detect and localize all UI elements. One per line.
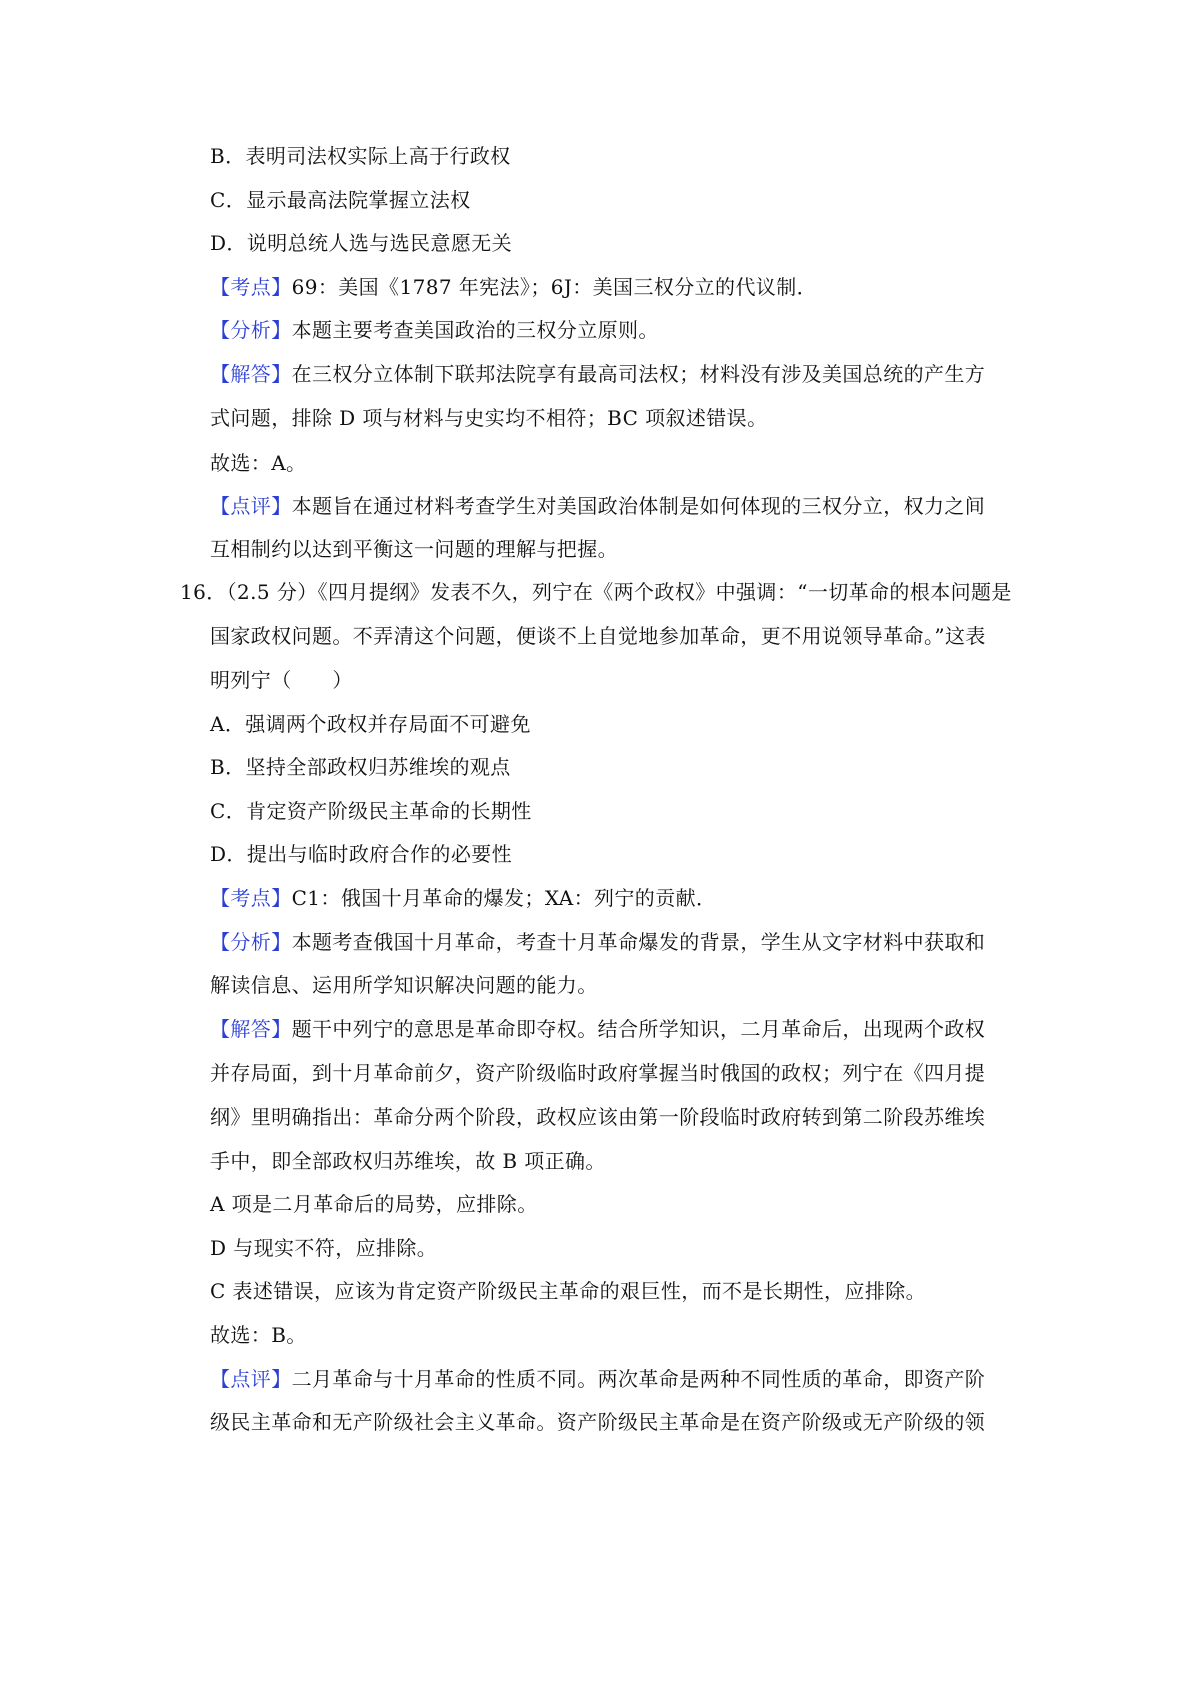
q15-jieda-line-2: 式问题，排除 D 项与材料与史实均不相符；BC 项叙述错误。 (210, 406, 768, 430)
q16-note-a: A 项是二月革命后的局势，应排除。 (210, 1192, 538, 1216)
fenxi-text: 本题考查俄国十月革命，考查十月革命爆发的背景，学生从文字材料中获取和 (291, 930, 986, 954)
q16-stem-line-1: 16．（2.5 分）《四月提纲》发表不久，列宁在《两个政权》中强调：“一切革命的根本问题是 (180, 580, 1012, 604)
q16-note-d: D 与现实不符，应排除。 (210, 1236, 438, 1260)
q15-answer: 故选：A。 (210, 451, 307, 475)
q15-dianping-line-1 (210, 492, 985, 520)
kaodian-text: 69：美国《1787 年宪法》；6J：美国三权分立的代议制． (291, 275, 818, 299)
q15-option-c: C．显示最高法院掌握立法权 (210, 188, 471, 212)
q16-stem-line-2: 国家政权问题。不弄清这个问题，便谈不上自觉地参加革命，更不用说领导革命。”这表 (210, 624, 986, 648)
q16-option-c: C．肯定资产阶级民主革命的长期性 (210, 799, 532, 823)
q15-fenxi (210, 316, 659, 344)
dianping-text: 二月革命与十月革命的性质不同。两次革命是两种不同性质的革命，即资产阶 (291, 1367, 986, 1391)
kaodian-text: C1：俄国十月革命的爆发；XA：列宁的贡献． (291, 886, 717, 910)
q16-kaodian (210, 884, 716, 912)
kaodian-tag: 【考点】 (210, 886, 292, 910)
q16-option-d: D．提出与临时政府合作的必要性 (210, 842, 513, 866)
q15-option-d: D．说明总统人选与选民意愿无关 (210, 231, 513, 255)
q16-jieda-line-4: 手中，即全部政权归苏维埃，故 B 项正确。 (210, 1149, 606, 1173)
jieda-tag: 【解答】 (210, 362, 292, 386)
q16-dianping-line-1 (210, 1365, 985, 1393)
jieda-text: 题干中列宁的意思是革命即夺权。结合所学知识，二月革命后，出现两个政权 (291, 1017, 986, 1041)
fenxi-tag: 【分析】 (210, 930, 292, 954)
q16-fenxi-line-2: 解读信息、运用所学知识解决问题的能力。 (210, 973, 598, 997)
q16-jieda-line-2: 并存局面，到十月革命前夕，资产阶级临时政府掌握当时俄国的政权；列宁在《四月提 (210, 1061, 986, 1085)
jieda-tag: 【解答】 (210, 1017, 292, 1041)
q16-answer: 故选：B。 (210, 1323, 307, 1347)
q15-option-b: B．表明司法权实际上高于行政权 (210, 144, 511, 168)
q15-dianping-line-2: 互相制约以达到平衡这一问题的理解与把握。 (210, 537, 618, 561)
q16-dianping-line-2: 级民主革命和无产阶级社会主义革命。资产阶级民主革命是在资产阶级或无产阶级的领 (210, 1410, 986, 1434)
q15-jieda-line-1 (210, 360, 985, 388)
q16-stem-line-3: 明列宁（ ） (210, 668, 353, 692)
jieda-text: 在三权分立体制下联邦法院享有最高司法权；材料没有涉及美国总统的产生方 (291, 362, 986, 386)
q16-jieda-line-1 (210, 1015, 985, 1043)
fenxi-tag: 【分析】 (210, 318, 292, 342)
q15-kaodian (210, 273, 817, 301)
kaodian-tag: 【考点】 (210, 275, 292, 299)
q16-jieda-line-3: 纲》里明确指出：革命分两个阶段，政权应该由第一阶段临时政府转到第二阶段苏维埃 (210, 1105, 986, 1129)
q16-note-c: C 表述错误，应该为肯定资产阶级民主革命的艰巨性，而不是长期性，应排除。 (210, 1279, 927, 1303)
q16-fenxi-line-1 (210, 928, 985, 956)
dianping-tag: 【点评】 (210, 494, 292, 518)
dianping-text: 本题旨在通过材料考查学生对美国政治体制是如何体现的三权分立，权力之间 (291, 494, 986, 518)
q16-option-b: B．坚持全部政权归苏维埃的观点 (210, 755, 511, 779)
dianping-tag: 【点评】 (210, 1367, 292, 1391)
fenxi-text: 本题主要考查美国政治的三权分立原则。 (291, 318, 659, 342)
q16-option-a: A．强调两个政权并存局面不可避免 (210, 712, 531, 736)
